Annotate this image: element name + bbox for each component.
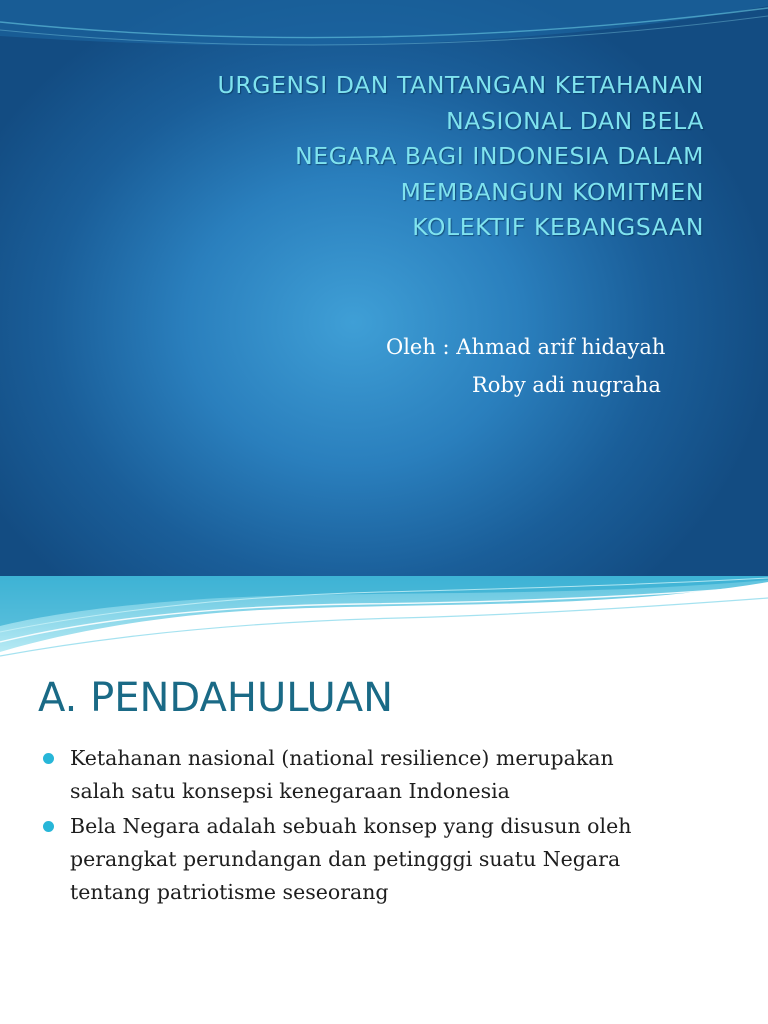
slide-title <box>64 68 704 246</box>
section-heading: A. PENDAHULUAN <box>38 675 394 721</box>
title-line: URGENSI DAN TANTANGAN KETAHANAN <box>217 71 704 99</box>
top-wave-decoration <box>0 0 768 70</box>
title-line: MEMBANGUN KOMITMEN <box>400 177 704 206</box>
bullet-item <box>40 742 740 808</box>
title-line: KOLEKTIF KEBANGSAAN <box>412 213 704 241</box>
content-slide <box>0 576 768 1024</box>
bullet-dot-icon <box>43 753 54 764</box>
title-line: NASIONAL DAN BELA <box>446 106 704 135</box>
bullet-item <box>40 810 740 909</box>
bullet-text-line: tentang patriotisme seseorang <box>70 880 389 904</box>
bullet-text-line: Ketahanan nasional (national resilience) merupakan <box>70 746 614 770</box>
title-line: NEGARA BAGI INDONESIA DALAM <box>295 142 704 170</box>
author-line-1: Oleh : Ahmad arif hidayah <box>386 335 666 359</box>
bullet-text-line: Bela Negara adalah sebuah konsep yang disusun oleh <box>70 814 632 838</box>
bullet-text-line: salah satu konsepsi kenegaraan Indonesia <box>70 779 510 803</box>
author-line-2: Roby adi nugraha <box>472 373 661 397</box>
wave-decoration <box>0 576 768 666</box>
bullet-dot-icon <box>43 821 54 832</box>
bullet-list <box>40 742 740 911</box>
bullet-text-line: perangkat perundangan dan petingggi suatu Negara <box>70 847 621 871</box>
